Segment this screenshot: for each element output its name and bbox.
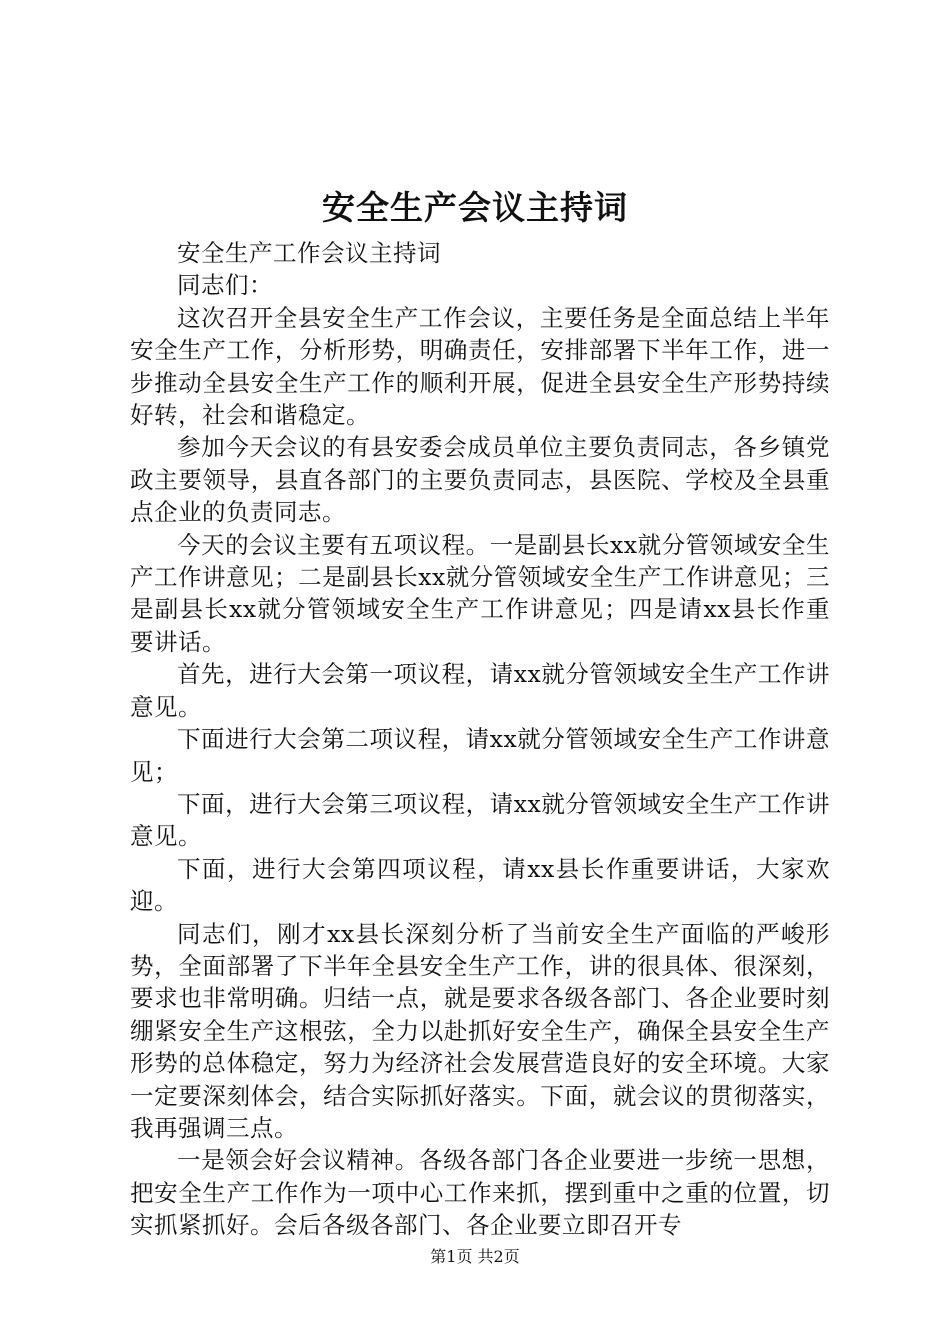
paragraph-salutation: 同志们： [177, 271, 273, 300]
page-footer: 第1页 共2页 [430, 1247, 520, 1266]
paragraph: 一是领会好会议精神。各级各部门各企业要进一步统一思想，把安全生产工作作为一项中心工作来抓，摆到重中之重的位置，切实抓紧抓好。会后各级各部门、各企业要立即召开专 [130, 1146, 830, 1240]
document-title: 安全生产会议主持词 [322, 188, 628, 227]
document-body [130, 237, 830, 1242]
paragraph: 下面，进行大会第四项议程，请xx县长作重要讲话，大家欢迎。 [130, 854, 830, 916]
paragraph: 今天的会议主要有五项议程。一是副县长xx就分管领域安全生产工作讲意见；二是副县长xx就分管领域安全生产工作讲意见；三是副县长xx就分管领域安全生产工作讲意见；四是请xx县长作重要讲话。 [130, 530, 830, 656]
paragraph: 首先，进行大会第一项议程，请xx就分管领域安全生产工作讲意见。 [130, 660, 830, 721]
paragraph: 参加今天会议的有县安委会成员单位主要负责同志，各乡镇党政主要领导，县直各部门的主要负责同志，县医院、学校及全县重点企业的负责同志。 [130, 433, 830, 527]
paragraph: 下面进行大会第二项议程，请xx就分管领域安全生产工作讲意见； [130, 725, 830, 786]
paragraph: 这次召开全县安全生产工作会议，主要任务是全面总结上半年安全生产工作，分析形势，明确责任，安排部署下半年工作，进一步推动全县安全生产工作的顺利开展，促进全县安全生产形势持续好转，社会和谐稳定。 [130, 303, 830, 430]
paragraph: 同志们，刚才xx县长深刻分析了当前安全生产面临的严峻形势，全面部署了下半年全县安全生产工作，讲的很具体、很深刻，要求也非常明确。归结一点，就是要求各级各部门、各企业要时刻绷紧安全生产这根弦，全力以赴抓好安全生产，确保全县安全生产形势的总体稳定，努力为经济社会发展营造良好的安全环境。大家一定要深刻体会，结合实际抓好落实。下面，就会议的贯彻落实，我再强调三点。 [130, 919, 830, 1142]
paragraph-subtitle: 安全生产工作会议主持词 [177, 239, 441, 267]
paragraph: 下面，进行大会第三项议程，请xx就分管领域安全生产工作讲意见。 [130, 789, 830, 851]
